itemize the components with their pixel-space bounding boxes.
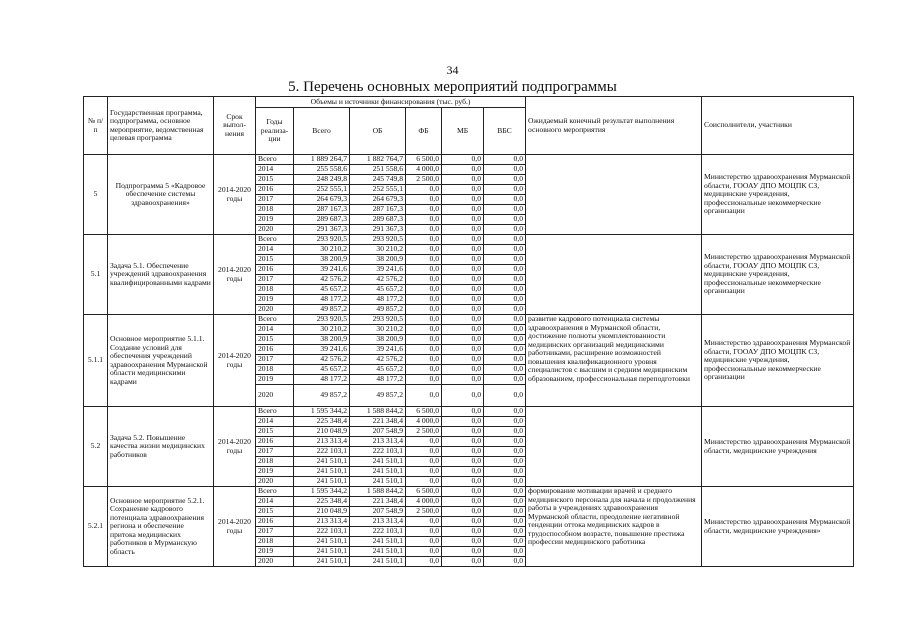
row-fb: 0,0 — [406, 355, 442, 365]
row-year: 2018 — [256, 205, 294, 215]
row-vbs: 0,0 — [484, 245, 526, 255]
row-mb: 0,0 — [442, 385, 484, 407]
block-5-1-1 — [84, 315, 854, 407]
header-total: Всего — [294, 108, 350, 155]
row-fb: 4 000,0 — [406, 165, 442, 175]
row-mb: 0,0 — [442, 315, 484, 325]
block-name: Подпрограмма 5 «Кадровое обеспечение системы здравоохранения» — [108, 155, 214, 235]
row-mb: 0,0 — [442, 225, 484, 235]
row-fb: 0,0 — [406, 215, 442, 225]
row-year: 2014 — [256, 325, 294, 335]
row-ob: 38 200,9 — [350, 335, 406, 345]
block-term: 2014-2020 годы — [214, 155, 256, 235]
row-mb: 0,0 — [442, 325, 484, 335]
row-total: 241 510,1 — [294, 557, 350, 567]
row-vbs: 0,0 — [484, 215, 526, 225]
row-vbs: 0,0 — [484, 165, 526, 175]
row-vbs: 0,0 — [484, 437, 526, 447]
row-ob: 42 576,2 — [350, 275, 406, 285]
row-mb: 0,0 — [442, 205, 484, 215]
row-mb: 0,0 — [442, 215, 484, 225]
row-total: 38 200,9 — [294, 255, 350, 265]
row-fb: 0,0 — [406, 275, 442, 285]
row-fb: 0,0 — [406, 225, 442, 235]
row-total: 30 210,2 — [294, 325, 350, 335]
row-vbs: 0,0 — [484, 477, 526, 487]
row-fb: 6 500,0 — [406, 487, 442, 497]
row-fb: 0,0 — [406, 547, 442, 557]
row-year: 2017 — [256, 447, 294, 457]
row-mb: 0,0 — [442, 245, 484, 255]
row-vbs: 0,0 — [484, 305, 526, 315]
block-5-2-1 — [84, 487, 854, 567]
row-ob: 241 510,1 — [350, 547, 406, 557]
row-mb: 0,0 — [442, 375, 484, 385]
row-vbs: 0,0 — [484, 497, 526, 507]
row-total: 264 679,3 — [294, 195, 350, 205]
row-ob: 39 241,6 — [350, 265, 406, 275]
row-year: 2020 — [256, 305, 294, 315]
row-ob: 241 510,1 — [350, 537, 406, 547]
row-year: 2018 — [256, 537, 294, 547]
row-mb: 0,0 — [442, 547, 484, 557]
row-ob: 213 313,4 — [350, 437, 406, 447]
row-fb: 2 500,0 — [406, 175, 442, 185]
row-vbs: 0,0 — [484, 417, 526, 427]
row-ob: 264 679,3 — [350, 195, 406, 205]
header-years: Годы реализа-ции — [256, 108, 294, 155]
row-fb: 0,0 — [406, 467, 442, 477]
row-ob: 1 588 844,2 — [350, 407, 406, 417]
row-vbs: 0,0 — [484, 427, 526, 437]
row-ob: 241 510,1 — [350, 477, 406, 487]
row-year: 2016 — [256, 185, 294, 195]
row-fb: 0,0 — [406, 365, 442, 375]
row-vbs: 0,0 — [484, 235, 526, 245]
row-fb: 0,0 — [406, 295, 442, 305]
row-fb: 4 000,0 — [406, 417, 442, 427]
row-fb: 0,0 — [406, 205, 442, 215]
block-5-2 — [84, 407, 854, 487]
row-total: 222 103,1 — [294, 527, 350, 537]
row-year: 2020 — [256, 477, 294, 487]
row-total: 293 920,5 — [294, 235, 350, 245]
row-fb: 0,0 — [406, 255, 442, 265]
row-ob: 252 555,1 — [350, 185, 406, 195]
row-year: 2016 — [256, 345, 294, 355]
row-mb: 0,0 — [442, 265, 484, 275]
row-ob: 45 657,2 — [350, 285, 406, 295]
row-year: 2015 — [256, 255, 294, 265]
block-result — [526, 235, 702, 315]
row-mb: 0,0 — [442, 507, 484, 517]
block-result: формирование мотивации врачей и среднего медицинского персонала для начала и продолжения работы в учреждениях здравоохранения Мурманской области, преодоление негативной тенденции оттока медицинских кадров в трудоспособном возрасте, повышение престижа профессии медицинского работника — [526, 487, 702, 567]
block-executors: Министерство здравоохранения Мурманской области, медицинские учреждения» — [702, 487, 854, 567]
row-ob: 241 510,1 — [350, 457, 406, 467]
row-mb: 0,0 — [442, 295, 484, 305]
row-vbs: 0,0 — [484, 185, 526, 195]
row-year: 2015 — [256, 335, 294, 345]
measures-table — [83, 96, 854, 567]
row-year: 2017 — [256, 527, 294, 537]
row-ob: 213 313,4 — [350, 517, 406, 527]
row-total: 48 177,2 — [294, 295, 350, 305]
row-ob: 221 348,4 — [350, 497, 406, 507]
page-title: 5. Перечень основных мероприятий подпрограммы — [288, 79, 617, 95]
row-vbs: 0,0 — [484, 345, 526, 355]
row-total: 252 555,1 — [294, 185, 350, 195]
row-vbs: 0,0 — [484, 517, 526, 527]
row-fb: 0,0 — [406, 325, 442, 335]
block-code: 5.2.1 — [84, 487, 108, 567]
row-ob: 289 687,3 — [350, 215, 406, 225]
block-name: Основное мероприятие 5.1.1. Создание условий для обеспечения учреждений здравоохранения Мурманской области медицинскими кадрами — [108, 315, 214, 407]
row-year: 2018 — [256, 457, 294, 467]
row-vbs: 0,0 — [484, 507, 526, 517]
row-year: 2015 — [256, 507, 294, 517]
row-year: 2018 — [256, 285, 294, 295]
block-term: 2014-2020 годы — [214, 487, 256, 567]
row-total: 48 177,2 — [294, 375, 350, 385]
row-year: 2014 — [256, 417, 294, 427]
row-ob: 241 510,1 — [350, 467, 406, 477]
row-vbs: 0,0 — [484, 285, 526, 295]
row-mb: 0,0 — [442, 195, 484, 205]
row-fb: 0,0 — [406, 345, 442, 355]
row-mb: 0,0 — [442, 557, 484, 567]
row-total: 213 313,4 — [294, 437, 350, 447]
row-mb: 0,0 — [442, 185, 484, 195]
row-year: 2019 — [256, 467, 294, 477]
row-year: 2019 — [256, 547, 294, 557]
row-year: 2020 — [256, 385, 294, 407]
row-fb: 4 000,0 — [406, 497, 442, 507]
row-fb: 0,0 — [406, 447, 442, 457]
block-name: Основное мероприятие 5.2.1. Сохранение кадрового потенциала здравоохранения региона и обеспечение притока медицинских работников в Мурманскую область — [108, 487, 214, 567]
block-code: 5.2 — [84, 407, 108, 487]
row-total: 241 510,1 — [294, 477, 350, 487]
row-ob: 45 657,2 — [350, 365, 406, 375]
row-fb: 0,0 — [406, 335, 442, 345]
row-total: 255 558,6 — [294, 165, 350, 175]
row-total: 39 241,6 — [294, 345, 350, 355]
block-executors: Министерство здравоохранения Мурманской области, ГООАУ ДПО МОЦПК СЗ, медицинские учреждения, профессиональные некоммерческие организации — [702, 235, 854, 315]
block-term: 2014-2020 годы — [214, 235, 256, 315]
row-total: 1 595 344,2 — [294, 487, 350, 497]
row-fb: 6 500,0 — [406, 407, 442, 417]
row-year: 2019 — [256, 375, 294, 385]
row-total: 45 657,2 — [294, 365, 350, 375]
row-year: Всего — [256, 155, 294, 165]
block-result: развитие кадрового потенциала системы здравоохранения в Мурманской области, достижение полноты укомплектованности медицинских организаций медицинскими работниками, расширение возможностей повышения квалификационного уровня специалистов с высшим и средним медицинским образованием, профессиональная переподготовки — [526, 315, 702, 407]
row-mb: 0,0 — [442, 155, 484, 165]
row-fb: 0,0 — [406, 265, 442, 275]
row-ob: 222 103,1 — [350, 527, 406, 537]
row-mb: 0,0 — [442, 355, 484, 365]
row-fb: 0,0 — [406, 477, 442, 487]
row-fb: 0,0 — [406, 557, 442, 567]
row-vbs: 0,0 — [484, 467, 526, 477]
row-vbs: 0,0 — [484, 225, 526, 235]
row-ob: 291 367,3 — [350, 225, 406, 235]
row-ob: 30 210,2 — [350, 325, 406, 335]
row-vbs: 0,0 — [484, 205, 526, 215]
row-fb: 0,0 — [406, 437, 442, 447]
row-fb: 0,0 — [406, 285, 442, 295]
block-result — [526, 155, 702, 235]
row-fb: 6 500,0 — [406, 155, 442, 165]
row-total: 248 249,8 — [294, 175, 350, 185]
block-executors: Министерство здравоохранения Мурманской области, медицинские учреждения — [702, 407, 854, 487]
row-mb: 0,0 — [442, 487, 484, 497]
row-fb: 0,0 — [406, 305, 442, 315]
row-total: 293 920,5 — [294, 315, 350, 325]
row-year: Всего — [256, 407, 294, 417]
row-total: 241 510,1 — [294, 537, 350, 547]
row-mb: 0,0 — [442, 305, 484, 315]
block-5 — [84, 155, 854, 235]
row-total: 210 048,9 — [294, 507, 350, 517]
row-year: 2019 — [256, 295, 294, 305]
row-ob: 287 167,3 — [350, 205, 406, 215]
row-mb: 0,0 — [442, 175, 484, 185]
row-ob: 38 200,9 — [350, 255, 406, 265]
row-total: 42 576,2 — [294, 275, 350, 285]
block-code: 5.1 — [84, 235, 108, 315]
row-vbs: 0,0 — [484, 375, 526, 385]
row-vbs: 0,0 — [484, 335, 526, 345]
row-fb: 0,0 — [406, 375, 442, 385]
block-code: 5.1.1 — [84, 315, 108, 407]
row-mb: 0,0 — [442, 457, 484, 467]
block-5-1 — [84, 235, 854, 315]
row-total: 225 348,4 — [294, 417, 350, 427]
row-vbs: 0,0 — [484, 557, 526, 567]
row-ob: 221 348,4 — [350, 417, 406, 427]
block-executors: Министерство здравоохранения Мурманской области, ГООАУ ДПО МОЦПК СЗ, медицинские учреждения, профессиональные некоммерческие организации — [702, 155, 854, 235]
row-total: 241 510,1 — [294, 547, 350, 557]
row-year: 2014 — [256, 497, 294, 507]
row-total: 291 367,3 — [294, 225, 350, 235]
block-executors: Министерство здравоохранения Мурманской области, ГООАУ ДПО МОЦПК СЗ, медицинские учреждения, профессиональные некоммерческие организации — [702, 315, 854, 407]
row-ob: 207 548,9 — [350, 427, 406, 437]
block-term: 2014-2020 годы — [214, 315, 256, 407]
row-mb: 0,0 — [442, 417, 484, 427]
row-year: 2016 — [256, 437, 294, 447]
row-year: Всего — [256, 487, 294, 497]
row-vbs: 0,0 — [484, 175, 526, 185]
row-total: 287 167,3 — [294, 205, 350, 215]
row-vbs: 0,0 — [484, 155, 526, 165]
row-mb: 0,0 — [442, 477, 484, 487]
row-mb: 0,0 — [442, 365, 484, 375]
row-ob: 48 177,2 — [350, 295, 406, 305]
row-mb: 0,0 — [442, 165, 484, 175]
row-year: 2016 — [256, 265, 294, 275]
row-ob: 49 857,2 — [350, 385, 406, 407]
row-mb: 0,0 — [442, 427, 484, 437]
row-fb: 0,0 — [406, 315, 442, 325]
row-year: 2016 — [256, 517, 294, 527]
row-mb: 0,0 — [442, 255, 484, 265]
row-year: 2015 — [256, 427, 294, 437]
row-total: 213 313,4 — [294, 517, 350, 527]
row-total: 1 595 344,2 — [294, 407, 350, 417]
row-year: 2014 — [256, 165, 294, 175]
row-year: 2017 — [256, 275, 294, 285]
row-mb: 0,0 — [442, 345, 484, 355]
row-year: 2019 — [256, 215, 294, 225]
row-vbs: 0,0 — [484, 447, 526, 457]
row-total: 210 048,9 — [294, 427, 350, 437]
row-year: 2020 — [256, 557, 294, 567]
row-fb: 0,0 — [406, 245, 442, 255]
row-vbs: 0,0 — [484, 407, 526, 417]
row-ob: 245 749,8 — [350, 175, 406, 185]
row-year: 2017 — [256, 195, 294, 205]
row-total: 225 348,4 — [294, 497, 350, 507]
row-ob: 207 548,9 — [350, 507, 406, 517]
row-total: 1 889 264,7 — [294, 155, 350, 165]
block-result — [526, 407, 702, 487]
row-total: 222 103,1 — [294, 447, 350, 457]
row-total: 49 857,2 — [294, 305, 350, 315]
table-header — [84, 97, 854, 155]
row-mb: 0,0 — [442, 285, 484, 295]
row-vbs: 0,0 — [484, 195, 526, 205]
row-total: 289 687,3 — [294, 215, 350, 225]
row-mb: 0,0 — [442, 437, 484, 447]
row-fb: 2 500,0 — [406, 507, 442, 517]
row-total: 42 576,2 — [294, 355, 350, 365]
block-name: Задача 5.1. Обеспечение учреждений здравоохранения квалифицированными кадрами — [108, 235, 214, 315]
row-mb: 0,0 — [442, 497, 484, 507]
row-ob: 42 576,2 — [350, 355, 406, 365]
row-fb: 0,0 — [406, 385, 442, 407]
row-total: 38 200,9 — [294, 335, 350, 345]
row-ob: 48 177,2 — [350, 375, 406, 385]
row-total: 45 657,2 — [294, 285, 350, 295]
row-vbs: 0,0 — [484, 385, 526, 407]
row-ob: 1 882 764,7 — [350, 155, 406, 165]
row-vbs: 0,0 — [484, 315, 526, 325]
block-name: Задача 5.2. Повышение качества жизни медицинских работников — [108, 407, 214, 487]
row-year: 2015 — [256, 175, 294, 185]
row-mb: 0,0 — [442, 527, 484, 537]
row-vbs: 0,0 — [484, 527, 526, 537]
row-year: Всего — [256, 315, 294, 325]
row-ob: 293 920,5 — [350, 315, 406, 325]
row-mb: 0,0 — [442, 275, 484, 285]
header-executors: Соисполнители, участники — [702, 97, 854, 155]
row-total: 241 510,1 — [294, 457, 350, 467]
header-ob: ОБ — [350, 108, 406, 155]
row-ob: 222 103,1 — [350, 447, 406, 457]
row-vbs: 0,0 — [484, 537, 526, 547]
header-term: Срок выпол-нения — [214, 97, 256, 155]
row-total: 49 857,2 — [294, 385, 350, 407]
row-mb: 0,0 — [442, 447, 484, 457]
row-vbs: 0,0 — [484, 295, 526, 305]
block-term: 2014-2020 годы — [214, 407, 256, 487]
row-fb: 0,0 — [406, 235, 442, 245]
row-fb: 0,0 — [406, 457, 442, 467]
row-fb: 0,0 — [406, 195, 442, 205]
row-year: Всего — [256, 235, 294, 245]
row-ob: 30 210,2 — [350, 245, 406, 255]
row-ob: 49 857,2 — [350, 305, 406, 315]
row-mb: 0,0 — [442, 407, 484, 417]
row-fb: 0,0 — [406, 517, 442, 527]
header-funding: Объемы и источники финансирования (тыс. руб.) — [256, 97, 526, 108]
row-fb: 0,0 — [406, 185, 442, 195]
row-total: 39 241,6 — [294, 265, 350, 275]
row-total: 30 210,2 — [294, 245, 350, 255]
row-ob: 1 588 844,2 — [350, 487, 406, 497]
row-mb: 0,0 — [442, 467, 484, 477]
row-vbs: 0,0 — [484, 547, 526, 557]
row-total: 241 510,1 — [294, 467, 350, 477]
header-name: Государственная программа, подпрограмма, основное мероприятие, ведомственная целевая программа — [108, 97, 214, 155]
row-year: 2020 — [256, 225, 294, 235]
row-vbs: 0,0 — [484, 255, 526, 265]
row-vbs: 0,0 — [484, 325, 526, 335]
row-vbs: 0,0 — [484, 265, 526, 275]
row-mb: 0,0 — [442, 517, 484, 527]
row-ob: 39 241,6 — [350, 345, 406, 355]
block-code: 5 — [84, 155, 108, 235]
row-ob: 241 510,1 — [350, 557, 406, 567]
row-year: 2014 — [256, 245, 294, 255]
header-vbs: ВБС — [484, 108, 526, 155]
row-vbs: 0,0 — [484, 487, 526, 497]
header-result: Ожидаемый конечный результат выполнения основного мероприятия — [526, 97, 702, 155]
row-year: 2017 — [256, 355, 294, 365]
row-vbs: 0,0 — [484, 365, 526, 375]
row-vbs: 0,0 — [484, 457, 526, 467]
row-fb: 0,0 — [406, 537, 442, 547]
header-fb: ФБ — [406, 108, 442, 155]
header-mb: МБ — [442, 108, 484, 155]
row-mb: 0,0 — [442, 335, 484, 345]
row-fb: 2 500,0 — [406, 427, 442, 437]
row-ob: 293 920,5 — [350, 235, 406, 245]
page-number: 34 — [446, 63, 459, 77]
row-ob: 251 558,6 — [350, 165, 406, 175]
row-year: 2018 — [256, 365, 294, 375]
row-fb: 0,0 — [406, 527, 442, 537]
row-vbs: 0,0 — [484, 275, 526, 285]
row-vbs: 0,0 — [484, 355, 526, 365]
row-mb: 0,0 — [442, 537, 484, 547]
header-num: № п/п — [84, 97, 108, 155]
row-mb: 0,0 — [442, 235, 484, 245]
